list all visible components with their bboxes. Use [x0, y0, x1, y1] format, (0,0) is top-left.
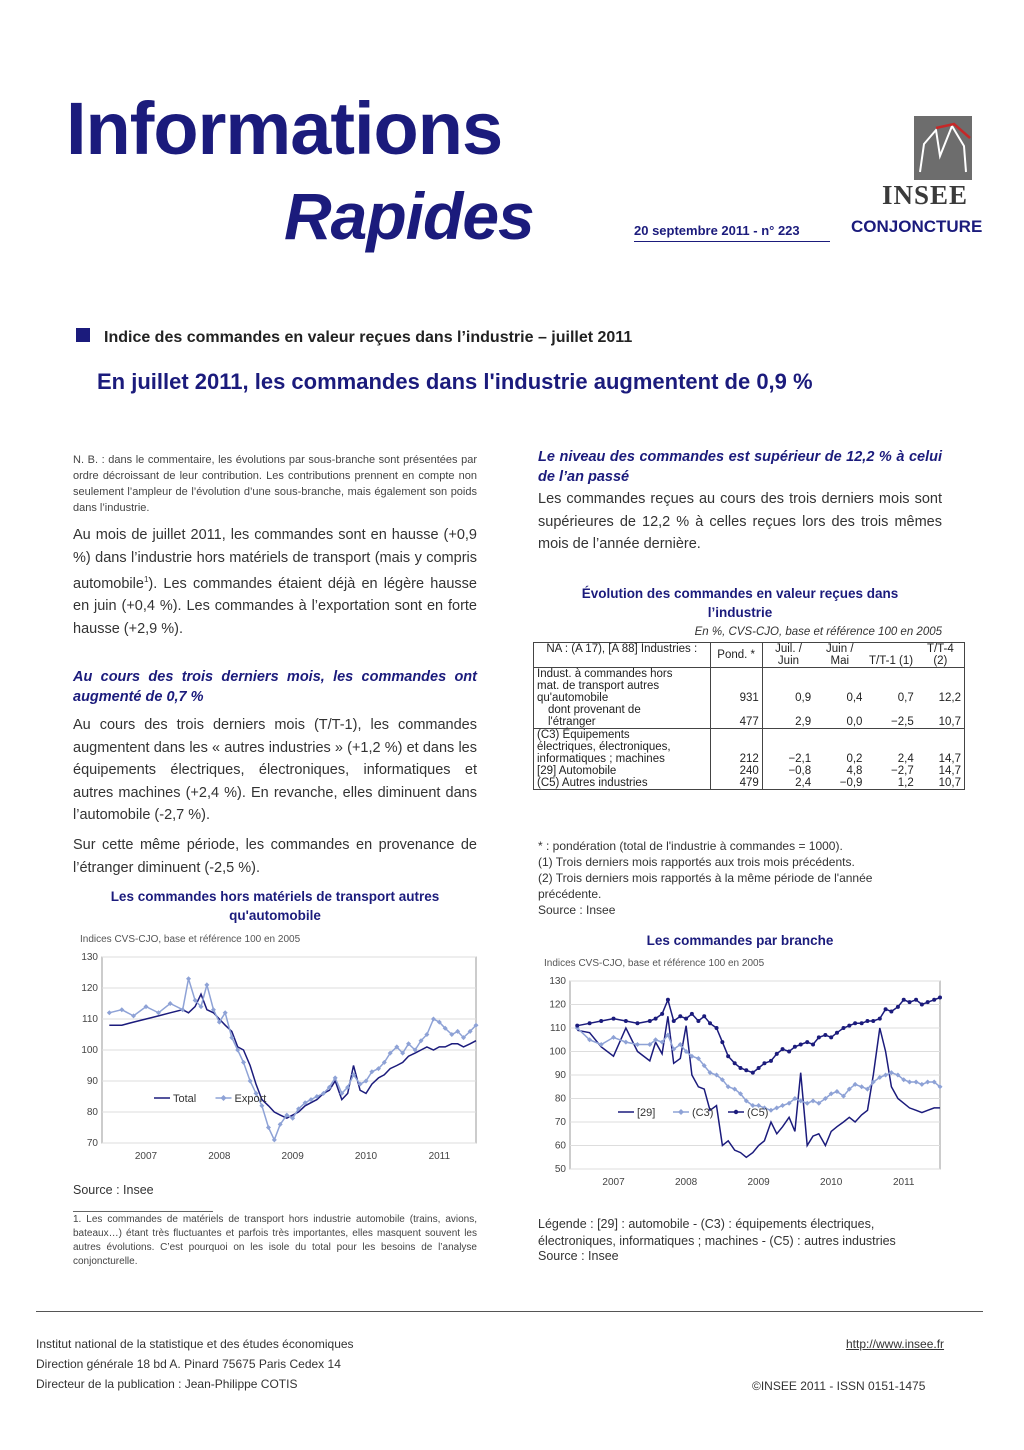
x-tick-label: 2010: [820, 1177, 843, 1188]
left-source: Source : Insee: [73, 1183, 154, 1197]
x-tick-label: 2007: [134, 1151, 158, 1162]
data-point: [871, 1019, 875, 1023]
footnote-rule: [73, 1211, 213, 1212]
data-point: [769, 1059, 773, 1063]
legend-label: (C3): [692, 1107, 714, 1119]
data-point: [884, 1007, 888, 1011]
table-row: Indust. à commandes hors mat. de transport autres qu'automobile 931 0,9 0,4 0,7 12,2: [534, 668, 965, 705]
table-notes: [538, 838, 938, 918]
data-point: [720, 1040, 724, 1044]
footer-rule: [36, 1311, 983, 1312]
data-point: [666, 998, 670, 1002]
x-tick-label: 2008: [674, 1177, 698, 1188]
y-tick-label: 130: [81, 952, 98, 963]
nb-note: N. B. : dans le commentaire, les évolutions par sous-branche sont présentées par ordre décroissant de leur contribution. Les contributions prennent en compte non seulement l’ampleur de l’évolution d’une sous-branche, mais également son poids dans l’industrie.: [73, 454, 477, 514]
data-point: [678, 1014, 682, 1018]
data-point: [715, 1026, 719, 1030]
conjoncture-label: CONJONCTURE: [851, 217, 983, 236]
issue-date: 20 septembre 2011 - n° 223: [634, 223, 800, 238]
data-point: [751, 1071, 755, 1075]
table-row: (C3) Équipements électriques, électroniques, informatiques ; machines 212 −2,1 0,2 2,4 14,7: [534, 729, 965, 766]
data-point: [696, 1019, 700, 1023]
data-point: [624, 1019, 628, 1023]
table-header-tt4: T/T-4 (2): [926, 643, 954, 667]
commandes-table: [533, 642, 965, 790]
legend-marker: [734, 1110, 738, 1114]
table-row: (C5) Autres industries 479 2,4 −0,9 1,2 10,7: [537, 777, 961, 789]
x-tick-label: 2008: [208, 1151, 231, 1162]
data-point: [902, 998, 906, 1002]
left-section-heading: Au cours des trois derniers mois, les commandes ont augmenté de 0,7 %: [73, 669, 477, 705]
table-header-industries: NA : (A 17), [A 88] Industries :: [546, 643, 698, 655]
y-tick-label: 70: [86, 1138, 98, 1149]
x-tick-label: 2009: [747, 1177, 770, 1188]
data-point: [811, 1042, 815, 1046]
data-point: [908, 1000, 912, 1004]
data-point: [726, 1054, 730, 1058]
data-point: [835, 1031, 839, 1035]
right-paragraph-1: Les commandes reçues au cours des trois derniers mois sont supérieures de 12,2 % à celles reçues lors des trois mêmes mois de l’année dernière.: [538, 491, 942, 552]
commandes-branche-chart: [530, 968, 946, 1196]
data-point: [896, 1005, 900, 1009]
data-point: [793, 1045, 797, 1049]
subject-line: Indice des commandes en valeur reçues dans l’industrie – juillet 2011: [104, 329, 633, 346]
data-point: [829, 1035, 833, 1039]
footer-line: Institut national de la statistique et des études économiques: [36, 1337, 354, 1351]
insee-website-link[interactable]: http://www.insee.fr: [846, 1337, 945, 1351]
footnote: 1. Les commandes de matériels de transport hors industrie automobile (trains, avions, bateaux…) étant très fluctuantes et parfois très importantes, elles masquent souvent les autres évolutions. C’est pourquoi on les isole du total pour les besoins de l’analyse conjoncturelle.: [73, 1214, 477, 1267]
legend-label: (C5): [747, 1107, 769, 1119]
y-tick-label: 130: [549, 976, 566, 987]
table-title: Évolution des commandes en valeur reçues dans l’industrie: [581, 586, 899, 620]
y-tick-label: 100: [549, 1046, 566, 1058]
y-tick-label: 90: [86, 1076, 98, 1087]
footer-line: Direction générale 18 bd A. Pinard 75675 Paris Cedex 14: [36, 1357, 341, 1371]
data-point: [660, 1012, 664, 1016]
left-paragraph-3: Sur cette même période, les commandes en provenance de l’étranger diminuent (-2,5 %).: [73, 837, 477, 876]
data-point: [817, 1035, 821, 1039]
y-tick-label: 70: [554, 1117, 566, 1128]
left-paragraph-1: Au mois de juillet 2011, les commandes sont en hausse (+0,9 %) dans l’industrie hors matériels de transport (mais y compris automobile$^1$). Les commandes étaient déjà en légère hausse en juin (+0,4 %). Les commandes à l’exportation sont en forte hausse (+2,9 %).: [73, 527, 477, 637]
data-point: [775, 1052, 779, 1056]
data-point: [865, 1019, 869, 1023]
insee-logo-icon: [914, 116, 972, 180]
data-point: [847, 1024, 851, 1028]
data-point: [889, 1010, 893, 1014]
y-tick-label: 80: [554, 1093, 566, 1105]
table-note: * : pondération (total de l'industrie à commandes = 1000).: [538, 839, 843, 853]
right-chart-title: Les commandes par branche: [646, 933, 834, 948]
right-section-heading: Le niveau des commandes est supérieur de 12,2 % à celui de l’an passé: [538, 449, 942, 485]
data-point: [690, 1012, 694, 1016]
headline: En juillet 2011, les commandes dans l'industrie augmentent de 0,9 %: [97, 369, 813, 394]
data-point: [920, 1003, 924, 1007]
footer-address: [36, 1334, 354, 1394]
data-point: [733, 1061, 737, 1065]
commandes-total-chart: [66, 945, 482, 1175]
issue-underline: [634, 241, 830, 242]
right-source: Source : Insee: [538, 1249, 619, 1263]
legend-label: Export: [234, 1093, 267, 1105]
data-point: [842, 1026, 846, 1030]
data-point: [926, 1000, 930, 1004]
footer-line: Directeur de la publication : Jean-Philippe COTIS: [36, 1377, 298, 1391]
y-tick-label: 90: [554, 1070, 566, 1081]
masthead-title: Informations: [66, 87, 503, 170]
x-tick-label: 2009: [281, 1151, 304, 1162]
data-point: [781, 1047, 785, 1051]
data-point: [588, 1021, 592, 1025]
y-tick-label: 50: [554, 1164, 566, 1175]
x-tick-label: 2011: [892, 1177, 915, 1188]
data-point: [878, 1017, 882, 1021]
y-tick-label: 120: [81, 983, 98, 994]
table-header-tt1: T/T-1 (1): [869, 655, 914, 667]
left-chart-title: Les commandes hors matériels de transport autres qu'automobile: [110, 889, 440, 923]
x-tick-label: 2011: [428, 1151, 451, 1162]
y-tick-label: 100: [81, 1045, 98, 1056]
table-row: [29] Automobile 240 −0,8 4,8 −2,7 14,7: [537, 765, 961, 777]
data-point: [853, 1021, 857, 1025]
y-tick-label: 60: [554, 1140, 566, 1152]
table-row: dont provenant de l'étranger 477 2,9 0,0 −2,5 10,7: [548, 704, 961, 728]
data-point: [738, 1066, 742, 1070]
left-chart-subtitle: Indices CVS-CJO, base et référence 100 en 2005: [80, 934, 301, 945]
data-point: [599, 1019, 603, 1023]
right-chart-subtitle: Indices CVS-CJO, base et référence 100 en 2005: [544, 958, 765, 969]
data-point: [612, 1017, 616, 1021]
data-point: [787, 1050, 791, 1054]
right-legend-note: Légende : [29] : automobile - (C3) : équipements électriques, électroniques, informatiques ; machines - (C5) : autres industries: [538, 1217, 896, 1248]
data-point: [672, 1019, 676, 1023]
x-tick-label: 2010: [354, 1151, 378, 1162]
data-point: [914, 998, 918, 1002]
data-point: [823, 1033, 827, 1037]
table-header-juin-mai: Juin / Mai: [826, 643, 854, 667]
data-point: [744, 1068, 748, 1072]
data-point: [708, 1021, 712, 1025]
data-point: [654, 1017, 658, 1021]
data-point: [648, 1019, 652, 1023]
legend-label: [29]: [637, 1107, 656, 1119]
data-point: [762, 1061, 766, 1065]
table-note: (1) Trois derniers mois rapportés aux trois mois précédents.: [538, 855, 855, 869]
legend-label: Total: [173, 1093, 197, 1105]
y-tick-label: 110: [550, 1023, 566, 1034]
masthead-subtitle: Rapides: [284, 179, 534, 253]
table-note: (2) Trois derniers mois rapportés à la même période de l'année précédente.: [538, 871, 873, 901]
data-point: [757, 1066, 761, 1070]
data-point: [860, 1021, 864, 1025]
subject-bullet: [76, 328, 90, 342]
insee-logo-word: INSEE: [882, 180, 969, 210]
copyright: ©INSEE 2011 - ISSN 0151-1475: [752, 1379, 926, 1393]
table-header-row: [534, 643, 965, 668]
table-caption: En %, CVS-CJO, base et référence 100 en 2005: [694, 626, 942, 638]
data-point: [805, 1040, 809, 1044]
table-header-pond: Pond. *: [710, 643, 762, 668]
data-point: [635, 1021, 639, 1025]
y-tick-label: 80: [86, 1107, 98, 1118]
table-header-juil-juin: Juil. / Juin: [762, 643, 814, 668]
y-tick-label: 110: [82, 1014, 98, 1025]
table-source: Source : Insee: [538, 903, 616, 917]
data-point: [938, 995, 942, 999]
x-tick-label: 2007: [602, 1177, 625, 1188]
left-paragraph-2: Au cours des trois derniers mois (T/T-1), les commandes augmentent dans les « autres industries » (+1,2 %) et dans les équipements électriques, électroniques, informatiques et autres machines (+2,4 %). En revanche, elles diminuent dans l’automobile (-2,7 %).: [73, 717, 477, 823]
data-point: [932, 998, 936, 1002]
y-tick-label: 120: [549, 999, 566, 1011]
data-point: [799, 1042, 803, 1046]
data-point: [684, 1017, 688, 1021]
data-point: [702, 1014, 706, 1018]
data-point: [575, 1024, 579, 1028]
